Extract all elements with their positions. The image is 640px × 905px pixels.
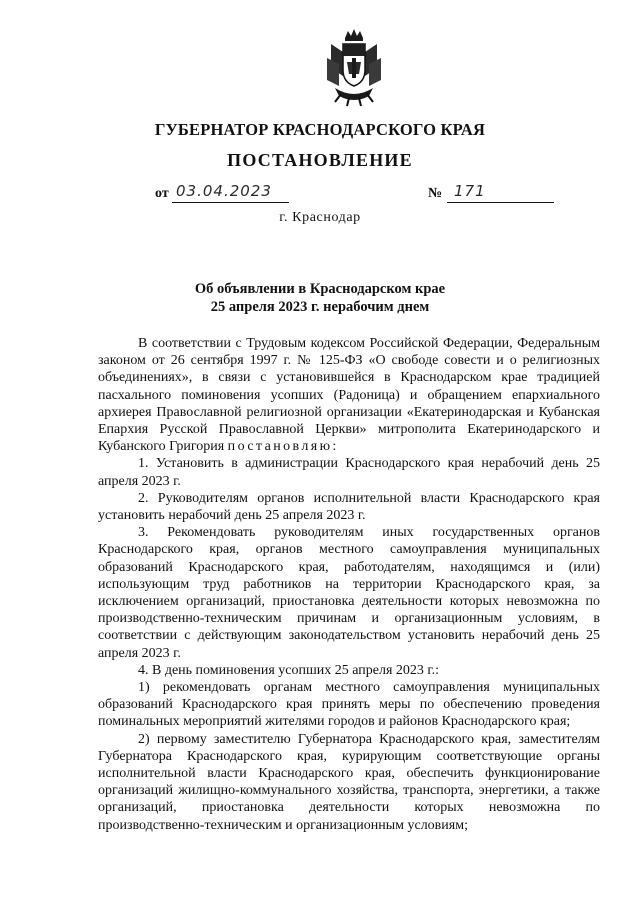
- date-number-row: [0, 182, 640, 208]
- clause-3: 3. Рекомендовать руководителям иных государственных органов Краснодарского края, органов местного самоуправления муниципальных образований Краснодарского края, работодателям, находящимся и (или) использующим труд работников на территории Краснодарского края, за исключением организаций, приостановка деятельности которых невозможна по производственно-техническим причинам и организационным условиям, в соответствии с действующим законодательством установить нерабочий день 25 апреля 2023 г.: [98, 525, 600, 661]
- preamble-text: В соответствии с Трудовым кодексом Российской Федерации, Федеральным законом от 26 сентября 1997 г. № 125-ФЗ «О свободе совести и о религиозных объединениях», в связи с установившейся в Краснодарском крае традицией пасхального поминовения усопших (Радоница) и обращением епархиального архиерея Православной религиозной организации «Екатеринодарская и Кубанская Епархия Русской Православной Церкви» митрополита Екатеринодарского и Кубанского Григория: [98, 336, 600, 455]
- clause-1: 1. Установить в администрации Краснодарского края нерабочий день 25 апреля 2023 г.: [98, 456, 600, 489]
- preamble-paragraph: [98, 335, 600, 455]
- number-underline: [447, 202, 554, 203]
- clause-4-2: 2) первому заместителю Губернатора Краснодарского края, заместителям Губернатора Краснодарского края, курирующим соответствующие органы исполнительной власти Краснодарского края, обеспечить функционирование организаций жилищно-коммунального хозяйства, транспорта, энергетики, а также организаций, приостановка деятельности которых невозможна по производственно-техническим и организационным условиям;: [98, 731, 600, 833]
- clause-2: 2. Руководителям органов исполнительной власти Краснодарского края установить нерабочий день 25 апреля 2023 г.: [98, 490, 600, 524]
- document-subject: [0, 280, 640, 316]
- clause-4-1: 1) рекомендовать органам местного самоуправления муниципальных образований Краснодарского края принять меры по обеспечению проведения поминальных мероприятий жителями городов и районов Краснодарского края;: [98, 680, 600, 730]
- date-underline: [172, 202, 289, 203]
- document-body: [98, 335, 600, 834]
- subject-line-1: Об объявлении в Краснодарском крае: [194, 281, 446, 297]
- date-value: 03.04.2023: [176, 182, 272, 200]
- clause-4: 4. В день поминовения усопших 25 апреля 2023 г.:: [138, 662, 439, 678]
- city: г. Краснодар: [279, 210, 361, 225]
- issuing-authority: ГУБЕРНАТОР КРАСНОДАРСКОГО КРАЯ: [154, 120, 486, 139]
- number-value: 171: [454, 182, 486, 200]
- document-type: ПОСТАНОВЛЕНИЕ: [227, 150, 413, 170]
- number-label: №: [428, 186, 443, 201]
- date-label: от: [155, 186, 169, 201]
- decree-word: постановляю:: [227, 439, 339, 455]
- subject-line-2: 25 апреля 2023 г. нерабочим днем: [210, 299, 430, 315]
- krasnodar-coat-of-arms: [321, 28, 387, 108]
